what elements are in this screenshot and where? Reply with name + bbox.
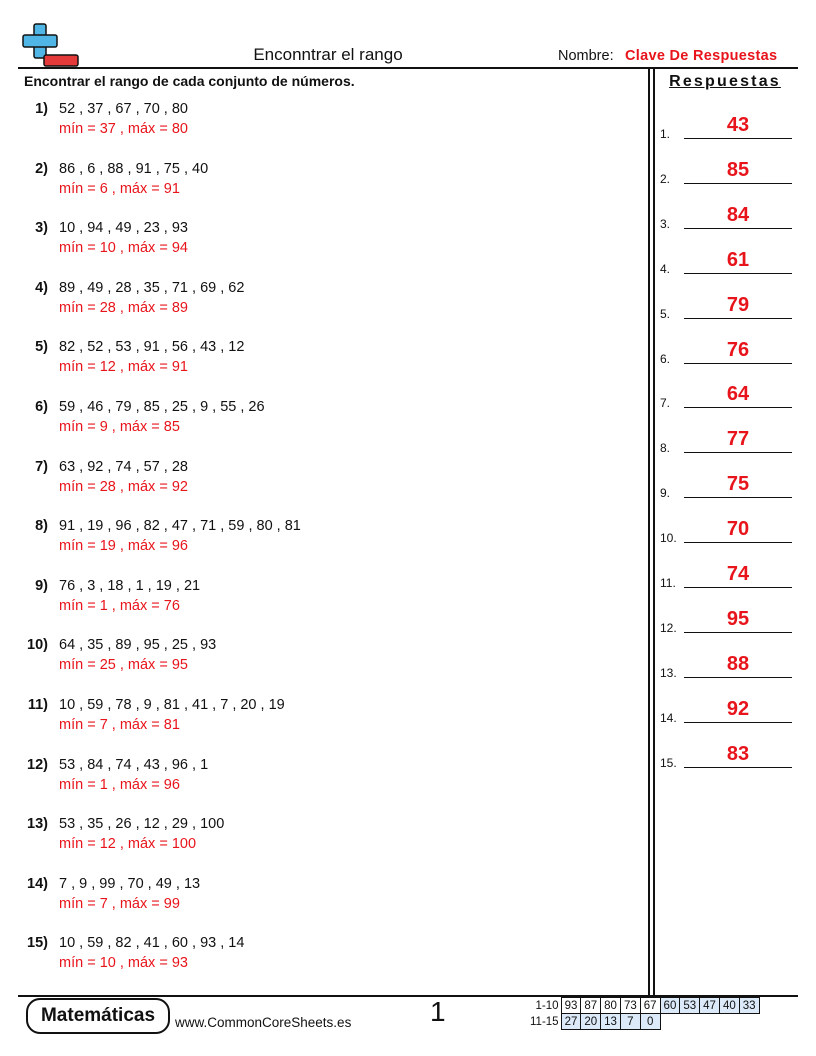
answer-line — [684, 722, 792, 723]
problem-number: 1) — [35, 101, 48, 117]
answer-number: 11. — [660, 576, 676, 590]
min-max-answer: mín = 25 , máx = 95 — [59, 657, 188, 674]
score-table — [527, 997, 760, 1030]
answer-number: 6. — [660, 351, 671, 366]
answer-value: 77 — [726, 428, 750, 451]
score-cell: 93 — [561, 998, 581, 1014]
score-cell: 47 — [700, 998, 720, 1014]
problem-item — [20, 101, 640, 145]
min-max-answer: mín = 10 , máx = 94 — [59, 240, 188, 257]
answer-number: 1. — [660, 127, 671, 141]
problem-item — [20, 220, 640, 264]
problem-number: 3) — [35, 220, 48, 237]
answer-line — [684, 183, 792, 184]
number-set: 7 , 9 , 99 , 70 , 49 , 13 — [59, 875, 201, 892]
answer-line — [684, 407, 792, 408]
number-set: 64 , 35 , 89 , 95 , 25 , 93 — [59, 637, 217, 654]
score-row — [527, 1014, 759, 1030]
score-cell: 13 — [601, 1014, 621, 1030]
answer-value: 85 — [726, 158, 750, 181]
problem-item — [20, 757, 640, 801]
min-max-answer: mín = 28 , máx = 92 — [59, 478, 188, 495]
answer-line — [684, 228, 792, 229]
answer-line — [684, 542, 792, 543]
answer-value: 75 — [726, 473, 750, 496]
score-cell: 33 — [739, 998, 759, 1014]
score-cell: 7 — [620, 1014, 640, 1030]
answer-line — [684, 497, 792, 498]
number-set: 91 , 19 , 96 , 82 , 47 , 71 , 59 , 80 , 81 — [59, 518, 301, 535]
answer-line — [684, 767, 792, 768]
answer-line — [684, 677, 792, 678]
min-max-answer: mín = 1 , máx = 76 — [59, 597, 180, 614]
score-cell: 80 — [601, 998, 621, 1014]
problem-number: 4) — [35, 279, 48, 296]
score-row — [527, 998, 759, 1014]
min-max-answer: mín = 6 , máx = 91 — [59, 180, 180, 197]
answer-line — [684, 632, 792, 633]
answer-item — [660, 423, 794, 456]
answer-number: 8. — [660, 441, 671, 456]
answer-value: 76 — [726, 338, 750, 361]
header-divider — [18, 67, 798, 69]
answer-item — [660, 199, 794, 229]
problem-number: 12) — [27, 756, 48, 773]
number-set: 86 , 6 , 88 , 91 , 75 , 40 — [59, 160, 209, 177]
answer-number: 3. — [660, 216, 671, 231]
min-max-answer: mín = 10 , máx = 93 — [59, 955, 188, 972]
score-cell: 73 — [620, 998, 640, 1014]
problem-item — [20, 578, 640, 622]
number-set: 10 , 59 , 78 , 9 , 81 , 41 , 7 , 20 , 19 — [59, 697, 285, 713]
score-cell: 40 — [719, 998, 739, 1014]
problem-item — [20, 280, 640, 324]
min-max-answer: mín = 19 , máx = 96 — [59, 538, 188, 555]
min-max-answer: mín = 1 , máx = 96 — [59, 776, 180, 793]
min-max-answer: mín = 12 , máx = 91 — [59, 359, 188, 376]
score-cell: 87 — [581, 998, 601, 1014]
problem-item — [20, 876, 640, 920]
column-divider — [653, 67, 655, 997]
score-cell: 27 — [561, 1014, 581, 1030]
answer-number: 10. — [660, 531, 677, 546]
min-max-answer: mín = 7 , máx = 99 — [59, 895, 180, 912]
problem-number: 13) — [27, 816, 48, 833]
number-set: 59 , 46 , 79 , 85 , 25 , 9 , 55 , 26 — [59, 399, 265, 415]
number-set: 82 , 52 , 53 , 91 , 56 , 43 , 12 — [59, 339, 245, 356]
problem-item — [20, 161, 640, 205]
answer-item — [660, 244, 794, 274]
problem-number: 9) — [35, 577, 48, 594]
score-cell: 53 — [680, 998, 700, 1014]
score-row-label: 11-15 — [530, 1015, 559, 1028]
brand-logo: Matemáticas — [26, 998, 170, 1034]
answers-title: Respuestas — [669, 73, 781, 90]
answer-value: 70 — [726, 518, 750, 541]
plus-minus-logo-icon — [22, 22, 80, 68]
answer-item — [660, 289, 794, 319]
answer-number: 9. — [660, 486, 671, 501]
problem-number: 10) — [27, 637, 48, 654]
answer-value: 92 — [726, 697, 750, 720]
number-set: 53 , 35 , 26 , 12 , 29 , 100 — [59, 816, 225, 833]
number-set: 63 , 92 , 74 , 57 , 28 — [59, 458, 188, 475]
answer-item — [660, 154, 794, 184]
min-max-answer: mín = 28 , máx = 89 — [59, 299, 188, 316]
answer-item — [660, 513, 794, 546]
answer-number: 4. — [660, 261, 671, 276]
answer-number: 14. — [660, 710, 677, 725]
answer-number: 15. — [660, 755, 677, 770]
score-cell: 20 — [581, 1014, 601, 1030]
problem-item — [20, 518, 640, 562]
problem-item — [20, 697, 640, 741]
problem-number: 7) — [35, 458, 48, 475]
answer-line — [684, 273, 792, 274]
problem-item — [20, 459, 640, 503]
answer-number: 7. — [660, 396, 671, 411]
problem-item — [20, 339, 640, 383]
answer-value: 74 — [726, 563, 750, 585]
answer-number: 13. — [660, 665, 677, 680]
answer-item — [660, 603, 794, 633]
answer-value: 88 — [726, 652, 750, 675]
problem-number: 14) — [27, 875, 48, 892]
answer-item — [660, 109, 794, 139]
answer-value: 43 — [726, 114, 750, 136]
name-value: Clave De Respuestas — [625, 48, 778, 64]
answer-item — [660, 693, 794, 723]
page-number: 1 — [430, 996, 446, 1027]
answer-item — [660, 334, 794, 364]
problem-number: 11) — [27, 697, 48, 713]
number-set: 76 , 3 , 18 , 1 , 19 , 21 — [59, 577, 201, 594]
problem-item — [20, 816, 640, 860]
problem-item — [20, 935, 640, 979]
min-max-answer: mín = 7 , máx = 81 — [59, 717, 180, 733]
answer-value: 64 — [726, 383, 750, 406]
number-set: 52 , 37 , 67 , 70 , 80 — [59, 101, 188, 117]
answer-number: 12. — [660, 620, 677, 635]
answer-line — [684, 452, 792, 453]
problem-number: 2) — [35, 160, 48, 177]
name-label: Nombre: — [558, 48, 614, 64]
min-max-answer: mín = 9 , máx = 85 — [59, 419, 180, 435]
answer-line — [684, 587, 792, 588]
number-set: 89 , 49 , 28 , 35 , 71 , 69 , 62 — [59, 279, 245, 296]
problem-item — [20, 637, 640, 681]
answer-value: 79 — [726, 293, 750, 316]
answer-line — [684, 138, 792, 139]
answer-item — [660, 558, 794, 588]
min-max-answer: mín = 37 , máx = 80 — [59, 121, 188, 137]
instructions: Encontrar el rango de cada conjunto de números. — [24, 73, 355, 89]
problem-number: 5) — [35, 339, 48, 356]
problem-number: 8) — [35, 518, 48, 535]
number-set: 10 , 94 , 49 , 23 , 93 — [59, 220, 188, 237]
answer-item — [660, 468, 794, 501]
answer-line — [684, 318, 792, 319]
score-cell: 67 — [640, 998, 660, 1014]
answer-value: 61 — [726, 248, 750, 271]
answer-item — [660, 378, 794, 411]
number-set: 10 , 59 , 82 , 41 , 60 , 93 , 14 — [59, 935, 245, 952]
answer-value: 83 — [726, 742, 750, 765]
answer-item — [660, 648, 794, 678]
score-row-label: 1-10 — [535, 999, 559, 1012]
answer-value: 84 — [726, 203, 750, 226]
score-cell: 60 — [660, 998, 680, 1014]
answer-item — [660, 738, 794, 768]
answer-value: 95 — [726, 607, 750, 630]
page-title: Enconntrar el rango — [253, 45, 403, 64]
min-max-answer: mín = 12 , máx = 100 — [59, 836, 197, 853]
answer-number: 5. — [660, 306, 671, 321]
column-divider — [648, 67, 650, 997]
problem-number: 6) — [35, 399, 48, 415]
score-cell: 0 — [640, 1014, 660, 1030]
problem-item — [20, 399, 640, 443]
answer-line — [684, 363, 792, 364]
answer-number: 2. — [660, 171, 671, 186]
problem-number: 15) — [27, 935, 48, 952]
site-url: www.CommonCoreSheets.es — [175, 1015, 352, 1030]
number-set: 53 , 84 , 74 , 43 , 96 , 1 — [59, 756, 209, 773]
